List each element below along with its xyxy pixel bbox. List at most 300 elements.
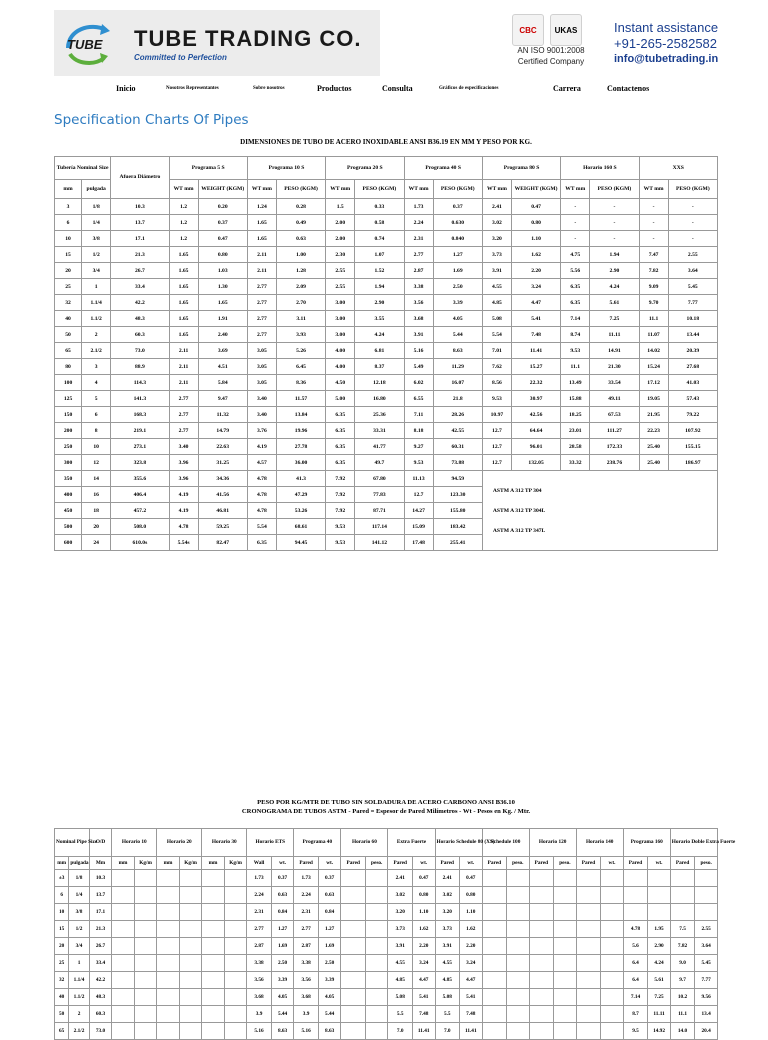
table-cell: 3.56 xyxy=(404,295,433,311)
table-cell: 60.3 xyxy=(89,1006,112,1023)
table-cell xyxy=(482,887,507,904)
table-cell: 53.26 xyxy=(276,503,325,519)
table-cell xyxy=(601,1006,624,1023)
table-cell xyxy=(507,972,530,989)
table-cell: 0.47 xyxy=(460,870,483,887)
table-cell: 2.11 xyxy=(169,375,198,391)
table-cell: 5.54s xyxy=(169,535,198,551)
table-cell: 1.91 xyxy=(198,311,247,327)
tube-logo-icon[interactable] xyxy=(60,18,116,68)
column-header: mm xyxy=(112,857,135,870)
column-header: Kg/m xyxy=(224,857,247,870)
table-cell xyxy=(134,870,157,887)
certification-block xyxy=(512,14,590,70)
table-cell: 6.02 xyxy=(404,375,433,391)
table-cell: 6 xyxy=(55,887,69,904)
table-cell: 1/8 xyxy=(69,870,89,887)
table-cell: 33.4 xyxy=(89,955,112,972)
table-cell xyxy=(648,870,671,887)
table-cell: 2.1/2 xyxy=(82,343,111,359)
table-cell: 15.24 xyxy=(639,359,668,375)
table-cell: 5.16 xyxy=(404,343,433,359)
table-cell: 3.68 xyxy=(404,311,433,327)
table-cell: 5.44 xyxy=(433,327,482,343)
table-cell xyxy=(224,972,247,989)
table-cell: 4.47 xyxy=(413,972,436,989)
table-cell: 255.41 xyxy=(433,535,482,551)
table-cell xyxy=(179,1006,202,1023)
table-cell: 6.55 xyxy=(404,391,433,407)
table-cell: 4.51 xyxy=(198,359,247,375)
table-cell: 0.47 xyxy=(198,231,247,247)
table-cell: 68.61 xyxy=(276,519,325,535)
table-cell: 8.36 xyxy=(276,375,325,391)
table-row xyxy=(55,215,718,231)
table-cell: 7.48 xyxy=(511,327,560,343)
table-cell xyxy=(202,972,225,989)
table-cell xyxy=(554,921,577,938)
table-cell: 9.53 xyxy=(404,455,433,471)
table-cell: 3 xyxy=(55,199,82,215)
table-cell: 0.37 xyxy=(318,870,341,887)
table-cell: 12.7 xyxy=(404,487,433,503)
table-cell xyxy=(482,1023,507,1040)
table-cell: 14.02 xyxy=(639,343,668,359)
table-cell xyxy=(365,1006,388,1023)
column-header: Pared xyxy=(529,857,554,870)
table-cell: 5.41 xyxy=(460,989,483,1006)
table-cell: 5.5 xyxy=(435,1006,460,1023)
column-header: Kg/m xyxy=(134,857,157,870)
table-cell xyxy=(341,955,366,972)
table-cell: 3.24 xyxy=(460,955,483,972)
table-cell xyxy=(112,989,135,1006)
column-header: WT mm xyxy=(404,180,433,199)
table-cell: 28.26 xyxy=(433,407,482,423)
table2-caption xyxy=(54,798,718,816)
table-cell xyxy=(482,938,507,955)
table-cell: 5.44 xyxy=(318,1006,341,1023)
table-cell: 64.64 xyxy=(511,423,560,439)
column-header: mm xyxy=(157,857,180,870)
table-cell xyxy=(507,938,530,955)
table-cell: 4.00 xyxy=(326,343,355,359)
table-cell: 1.1/4 xyxy=(82,295,111,311)
nav-consulta[interactable]: Consulta xyxy=(382,84,413,93)
table-cell: 30.97 xyxy=(511,391,560,407)
table-cell: 5.44 xyxy=(271,1006,294,1023)
column-header: mm xyxy=(55,180,82,199)
table-cell: 13.7 xyxy=(111,215,169,231)
table-cell: 48.3 xyxy=(89,989,112,1006)
table-cell xyxy=(482,921,507,938)
table-cell: 7.47 xyxy=(639,247,668,263)
table-cell: 15.88 xyxy=(561,391,590,407)
table-cell: 3.00 xyxy=(326,311,355,327)
table-cell: 47.29 xyxy=(276,487,325,503)
table-cell xyxy=(482,904,507,921)
table-cell: 1.65 xyxy=(169,279,198,295)
table-cell: 80 xyxy=(55,359,82,375)
table-cell: 4.55 xyxy=(435,955,460,972)
table-cell xyxy=(365,955,388,972)
table-cell: 155.15 xyxy=(668,439,717,455)
table-cell: 8.37 xyxy=(355,359,404,375)
nav-inicio[interactable]: Inicio xyxy=(116,84,136,93)
table-cell: 6.35 xyxy=(561,295,590,311)
table-cell: 3.93 xyxy=(276,327,325,343)
table-cell xyxy=(507,904,530,921)
table-cell: 5.08 xyxy=(482,311,511,327)
table-cell xyxy=(134,1023,157,1040)
table-cell xyxy=(648,904,671,921)
nav-representantes[interactable]: Nosotros Representantes xyxy=(166,86,219,91)
table-cell xyxy=(179,1023,202,1040)
nav-carrera[interactable]: Carrera xyxy=(553,84,581,93)
table-cell: 5.16 xyxy=(294,1023,319,1040)
column-header: Pared xyxy=(388,857,413,870)
table-cell: 2.41 xyxy=(482,199,511,215)
table-cell: 6.35 xyxy=(326,407,355,423)
column-group-header: Extra Fuerte xyxy=(388,829,435,857)
table-cell xyxy=(601,955,624,972)
table-cell: 3.38 xyxy=(404,279,433,295)
table-row xyxy=(55,887,718,904)
table-cell: 17.48 xyxy=(404,535,433,551)
table-cell: 1/2 xyxy=(69,921,89,938)
table-cell: 1.65 xyxy=(169,295,198,311)
table-cell: 1.28 xyxy=(276,263,325,279)
table-cell: 3.39 xyxy=(318,972,341,989)
table-cell xyxy=(670,904,695,921)
table-cell xyxy=(202,887,225,904)
table-cell: 3.56 xyxy=(294,972,319,989)
table-cell: 10.97 xyxy=(482,407,511,423)
column-group-header: Horario 160 S xyxy=(561,157,639,180)
table-cell: 17.1 xyxy=(89,904,112,921)
table-row xyxy=(55,407,718,423)
table-cell: 8.63 xyxy=(433,343,482,359)
table-cell: 1.69 xyxy=(271,938,294,955)
table-cell: 22.63 xyxy=(198,439,247,455)
table-row xyxy=(55,989,718,1006)
table-cell: 10 xyxy=(55,231,82,247)
table-cell: 141.3 xyxy=(111,391,169,407)
table-cell: 3.73 xyxy=(435,921,460,938)
column-group-header: O/D xyxy=(89,829,112,857)
table-cell: 8.63 xyxy=(318,1023,341,1040)
table-cell: 1.03 xyxy=(198,263,247,279)
table-cell: 0.63 xyxy=(318,887,341,904)
table-cell xyxy=(576,955,601,972)
table-cell: 25 xyxy=(55,279,82,295)
table-cell: 3.73 xyxy=(482,247,511,263)
table-cell: 508.0 xyxy=(111,519,169,535)
table-cell: 7.92 xyxy=(326,487,355,503)
table-cell: 5.61 xyxy=(648,972,671,989)
table-cell: 5.54 xyxy=(247,519,276,535)
table-row xyxy=(55,439,718,455)
table-cell: 94.59 xyxy=(433,471,482,487)
table-cell: 1.10 xyxy=(460,904,483,921)
table-cell xyxy=(507,921,530,938)
table-cell xyxy=(576,1006,601,1023)
table-cell: 2.77 xyxy=(294,921,319,938)
table-cell: 13.44 xyxy=(668,327,717,343)
table-cell: 17.12 xyxy=(639,375,668,391)
table-cell: 6.35 xyxy=(247,535,276,551)
table-cell: 19.05 xyxy=(639,391,668,407)
table-cell: 3.40 xyxy=(169,439,198,455)
table-cell xyxy=(179,955,202,972)
table-cell: 16.80 xyxy=(355,391,404,407)
table-cell: 41.77 xyxy=(355,439,404,455)
table-cell: 57.43 xyxy=(668,391,717,407)
table-cell: 73.88 xyxy=(433,455,482,471)
table-cell xyxy=(482,1006,507,1023)
material-note: ASTM A 312 TP 304L xyxy=(492,507,546,514)
table-cell: 7.14 xyxy=(561,311,590,327)
table-cell: 3.40 xyxy=(247,407,276,423)
table-cell: 8.56 xyxy=(482,375,511,391)
table-cell: 40 xyxy=(55,989,69,1006)
table-cell: 10.2 xyxy=(670,989,695,1006)
carbon-steel-pipe-table xyxy=(54,828,736,1040)
table-cell: - xyxy=(561,231,590,247)
table-cell: 3.39 xyxy=(433,295,482,311)
table-cell: 5 xyxy=(82,391,111,407)
table-cell: 60.3 xyxy=(111,327,169,343)
table-row xyxy=(55,295,718,311)
table-cell: 7.11 xyxy=(404,407,433,423)
table-cell: 2.55 xyxy=(326,263,355,279)
company-name[interactable]: TUBE TRADING CO. xyxy=(134,26,362,51)
table-cell: 3.02 xyxy=(388,887,413,904)
table-cell: 25.36 xyxy=(355,407,404,423)
table-cell: 14.79 xyxy=(198,423,247,439)
nav-contactenos[interactable]: Contactenos xyxy=(607,84,650,93)
table-cell xyxy=(157,887,180,904)
nav-productos[interactable]: Productos xyxy=(317,84,352,93)
table-cell xyxy=(134,989,157,1006)
nav-graficos[interactable]: Gráficos de especificaciones xyxy=(439,86,499,91)
assist-phone[interactable]: +91-265-2582582 xyxy=(614,36,718,51)
contact-block xyxy=(614,20,718,66)
table-cell: - xyxy=(668,231,717,247)
table-cell: 500 xyxy=(55,519,82,535)
table-cell: 2.30 xyxy=(326,247,355,263)
table-cell: 7.14 xyxy=(623,989,648,1006)
table-cell: 42.55 xyxy=(433,423,482,439)
table-cell xyxy=(529,921,554,938)
table-cell: 1.62 xyxy=(413,921,436,938)
material-notes xyxy=(482,471,717,551)
table-cell: 77.83 xyxy=(355,487,404,503)
table-cell: 114.3 xyxy=(111,375,169,391)
table-cell xyxy=(341,972,366,989)
table-cell xyxy=(202,955,225,972)
table-cell: 9.53 xyxy=(326,519,355,535)
table-cell: 2.70 xyxy=(276,295,325,311)
table-cell xyxy=(554,1006,577,1023)
table-cell: 16.07 xyxy=(433,375,482,391)
table-cell xyxy=(507,887,530,904)
table-row xyxy=(55,247,718,263)
table-cell xyxy=(179,989,202,1006)
table-cell: 4.55 xyxy=(388,955,413,972)
table-cell: 9.47 xyxy=(198,391,247,407)
table-cell: 9.7 xyxy=(670,972,695,989)
table-cell: 5.5 xyxy=(388,1006,413,1023)
table-cell: 0.80 xyxy=(413,887,436,904)
table-cell: 7.48 xyxy=(460,1006,483,1023)
table-cell: 13.7 xyxy=(89,887,112,904)
table-cell xyxy=(112,870,135,887)
table-cell: 4.85 xyxy=(482,295,511,311)
table-cell: 1.27 xyxy=(318,921,341,938)
table-cell: 2.55 xyxy=(668,247,717,263)
table-cell: 15.09 xyxy=(404,519,433,535)
table-cell xyxy=(341,938,366,955)
logo-mark-text: TUBE xyxy=(67,37,103,52)
table-cell: 3.05 xyxy=(247,359,276,375)
column-group-header: Horario Schedule 80 (XS) xyxy=(435,829,482,857)
table-cell: 5.41 xyxy=(413,989,436,1006)
table-cell: 4.05 xyxy=(271,989,294,1006)
table-cell xyxy=(507,870,530,887)
table-cell: 1.1/2 xyxy=(82,311,111,327)
table-cell: 4.24 xyxy=(355,327,404,343)
table-cell: 7.62 xyxy=(482,359,511,375)
table-cell: 3.91 xyxy=(435,938,460,955)
table-cell: 9.27 xyxy=(404,439,433,455)
table-cell: 3.20 xyxy=(388,904,413,921)
table-cell: 0.37 xyxy=(198,215,247,231)
table-header-row xyxy=(55,157,718,180)
table-cell: 10.3 xyxy=(89,870,112,887)
table-cell xyxy=(695,887,718,904)
column-header: Mm xyxy=(89,857,112,870)
table-row xyxy=(55,231,718,247)
table-cell: 1.65 xyxy=(169,311,198,327)
table-cell: 0.84 xyxy=(318,904,341,921)
table-cell: 33.32 xyxy=(561,455,590,471)
table-cell: 22.32 xyxy=(511,375,560,391)
table-cell: 1.69 xyxy=(433,263,482,279)
table-cell xyxy=(224,870,247,887)
table-cell: 2.90 xyxy=(648,938,671,955)
column-group-header: Programa 40 xyxy=(294,829,341,857)
column-header: pulgada xyxy=(82,180,111,199)
table-cell: 6.45 xyxy=(276,359,325,375)
table-cell: 15 xyxy=(55,921,69,938)
table-cell xyxy=(695,904,718,921)
table-cell: 2.20 xyxy=(413,938,436,955)
column-header: WT mm xyxy=(639,180,668,199)
column-header: WT mm xyxy=(561,180,590,199)
table-cell: 23.01 xyxy=(561,423,590,439)
table-cell: 4.78 xyxy=(247,471,276,487)
table-cell: 20.39 xyxy=(668,343,717,359)
table-cell: 8.63 xyxy=(271,1023,294,1040)
column-header: Pared xyxy=(623,857,648,870)
table-cell: 33.31 xyxy=(355,423,404,439)
table-cell: 1.73 xyxy=(247,870,272,887)
table-cell: 107.92 xyxy=(668,423,717,439)
table-cell xyxy=(224,887,247,904)
table-cell: 0.47 xyxy=(413,870,436,887)
table-cell xyxy=(507,1023,530,1040)
table-cell xyxy=(576,870,601,887)
table-cell: 4.75 xyxy=(561,247,590,263)
table-cell: 32 xyxy=(55,972,69,989)
table-row xyxy=(55,423,718,439)
table-cell: 6.4 xyxy=(623,955,648,972)
assist-email[interactable]: info@tubetrading.in xyxy=(614,53,719,65)
table-row xyxy=(55,311,718,327)
nav-sobre-nosotros[interactable]: Sobre nosotros xyxy=(253,86,285,91)
table-cell xyxy=(601,870,624,887)
table-cell xyxy=(529,938,554,955)
table-cell: 7.0 xyxy=(388,1023,413,1040)
table-cell xyxy=(224,989,247,1006)
table-cell xyxy=(341,1023,366,1040)
table-cell xyxy=(157,972,180,989)
column-header: Pared xyxy=(576,857,601,870)
table-cell: 34.36 xyxy=(198,471,247,487)
table-cell xyxy=(576,972,601,989)
table-row xyxy=(55,263,718,279)
table-row xyxy=(55,1006,718,1023)
table-cell: 3/4 xyxy=(69,938,89,955)
table-cell: 21.3 xyxy=(89,921,112,938)
table-cell: 31.25 xyxy=(198,455,247,471)
table-cell: 0.49 xyxy=(276,215,325,231)
table-cell: 40 xyxy=(55,311,82,327)
table-cell: 219.1 xyxy=(111,423,169,439)
table-cell xyxy=(112,972,135,989)
table-cell: 8 xyxy=(82,423,111,439)
table-row xyxy=(55,375,718,391)
table-cell: 3.96 xyxy=(169,455,198,471)
table-cell: 1.65 xyxy=(247,231,276,247)
column-header: PESO (KGM) xyxy=(276,180,325,199)
table-cell: 4.05 xyxy=(318,989,341,1006)
table-row xyxy=(55,359,718,375)
table-cell: 155.80 xyxy=(433,503,482,519)
table-cell: 9.70 xyxy=(639,295,668,311)
column-group-header: Horario 120 xyxy=(529,829,576,857)
table-cell: 3.9 xyxy=(294,1006,319,1023)
column-group-header: Horario Doble Extra Fuerte xyxy=(670,829,717,857)
table-cell: 79.22 xyxy=(668,407,717,423)
column-header: wt. xyxy=(648,857,671,870)
table-cell: 4.19 xyxy=(247,439,276,455)
column-group-header: Tubería Nominal Size xyxy=(55,157,111,180)
table-cell: 1.30 xyxy=(198,279,247,295)
table-cell: 3.64 xyxy=(695,938,718,955)
table-row xyxy=(55,972,718,989)
table-cell: 10 xyxy=(55,904,69,921)
column-group-header: Horario 30 xyxy=(202,829,247,857)
table-cell xyxy=(576,1023,601,1040)
table-cell xyxy=(529,955,554,972)
table-cell: 12.7 xyxy=(482,439,511,455)
column-header: wt. xyxy=(271,857,294,870)
table-cell: 2.90 xyxy=(590,263,639,279)
table-cell xyxy=(554,904,577,921)
table-cell: 4.78 xyxy=(169,519,198,535)
